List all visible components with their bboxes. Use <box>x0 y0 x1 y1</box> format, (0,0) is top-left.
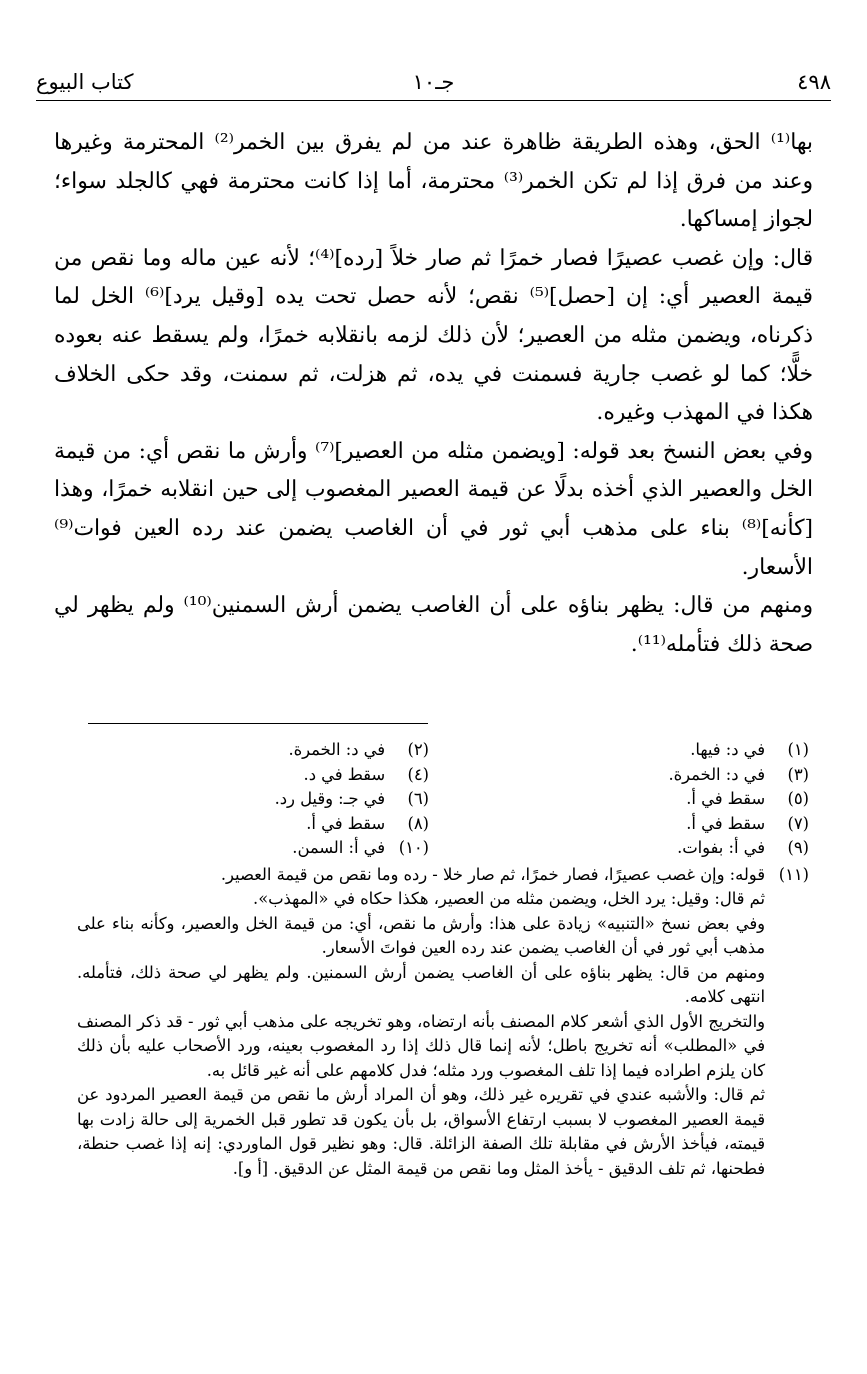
footnote-paragraph: ومنهم من قال: يظهر بناؤه على أن الغاصب يضمن أرش السمنين. ولم يظهر لي صحة ذلك، فتأمله. انتهى كلامه. <box>77 962 765 1006</box>
footnote-text: سقط في د. <box>303 764 385 784</box>
footnote-paragraph: وفي بعض نسخ «التنبيه» زيادة على هذا: وأرش ما نقص، أي: من قيمة الخل والعصير، وكأنه بناء على مذهب أبي ثور في أن الغاصب يضمن عند رده العين فواتَ الأسعار. <box>77 913 765 957</box>
footnotes <box>77 738 809 1181</box>
main-paragraph: وفي بعض النسخ بعد قوله: [ويضمن مثله من العصير]⁽⁷⁾ وأرش ما نقص أي: من قيمة الخل والعصير الذي أخذه بدلًا عن قيمة العصير المغصوب إلى حين انقلابه خمرًا، وهذا [كأنه]⁽⁸⁾ بناء على مذهب أبي ثور في أن الغاصب يضمن عند رده العين فوات⁽⁹⁾ الأسعار. <box>54 438 813 580</box>
footnote-body <box>77 863 765 1182</box>
book-title: كتاب البيوع <box>36 70 134 94</box>
footnote <box>77 787 429 812</box>
footnote-number: (٩) <box>787 838 809 857</box>
footnote-text: سقط في أ. <box>306 813 385 833</box>
footnote-paragraph: ثم قال: والأشبه عندي في تقريره غير ذلك، وهو أن المراد أرش ما نقص من قيمة العصير المردود عن قيمة العصير المغصوب لا بسبب ارتفاع الأسواق، بل بأن يكون قد تطور قبل الخمرية إلى حالة زادت بها قيمته، فيأخذ الأرش في مقابلة تلك الصفة الزائلة. قال: وهو نظير قول الماوردي: إنه إذا غصب حنطة، فطحنها، ثم تلف الدقيق - يأخذ المثل وما نقص من قيمة المثل عن الدقيق. [أ و]. <box>77 1085 765 1178</box>
footnote <box>457 787 809 812</box>
footnote-text: سقط في أ. <box>686 813 765 833</box>
footnote-text: سقط في أ. <box>686 789 765 808</box>
footnote-number: (٦) <box>407 789 429 808</box>
footnote-paragraph: والتخريج الأول الذي أشعر كلام المصنف بأنه ارتضاه، وهو تخريجه على مذهب أبي ثور - قد ذكر المصنف في «المطلب» أنه تخريج باطل؛ لأنه إنما قال ذلك إذا رد المغصوب بعينه، ورد الأصحاب عليه بأن ذلك كان يلزم اطراده فيما إذا تلف المغصوب ورد مثله؛ فدل كلامهم على أنه غير قائل به. <box>77 1011 765 1080</box>
footnote-number: (٤) <box>407 764 429 784</box>
footnote-text: في أ: بفوات. <box>677 838 765 857</box>
footnote-number: (١) <box>787 740 809 759</box>
footnote-grid <box>77 738 809 861</box>
footnote <box>457 738 809 763</box>
footnote <box>77 836 429 861</box>
main-paragraph: ومنهم من قال: يظهر بناؤه على أن الغاصب يضمن أرش السمنين⁽¹⁰⁾ ولم يظهر لي صحة ذلك فتأمله⁽¹¹⁾. <box>54 593 813 657</box>
footnote-paragraph: ثم قال: وقيل: يرد الخل، ويضمن مثله من العصير، هكذا حكاه في «المهذب». <box>253 889 765 908</box>
footnote <box>457 836 809 861</box>
footnote <box>457 763 809 788</box>
footnote-number: (٧) <box>787 813 809 833</box>
footnote-number: (٣) <box>787 764 809 784</box>
footnote <box>77 738 429 763</box>
running-header <box>36 66 831 101</box>
footnote <box>457 812 809 837</box>
footnote-text: في د: الخمرة. <box>288 740 385 759</box>
footnote-number: (١٠) <box>398 838 429 857</box>
volume-label: جـ١٠ <box>412 70 455 94</box>
page-number: ٤٩٨ <box>797 70 831 94</box>
footnote-text: في د: الخمرة. <box>668 764 765 784</box>
footnote-long <box>77 863 809 1182</box>
main-paragraph: قال: وإن غصب عصيرًا فصار خمرًا ثم صار خلاً [رده]⁽⁴⁾؛ لأنه عين ماله وما نقص من قيمة العصير أي: إن [حصل]⁽⁵⁾ نقص؛ لأنه حصل تحت يده [وقيل يرد]⁽⁶⁾ الخل لما ذكرناه، ويضمن مثله من العصير؛ لأن ذلك لزمه بانقلابه خمرًا، ولم يسقط عنه بعوده خلًّا؛ كما لو غصب جارية فسمنت في يده، ثم هزلت، ثم سمنت، وقد حكى الخلاف هكذا في المهذب وغيره. <box>54 245 813 426</box>
footnote-number: (٨) <box>407 813 429 833</box>
main-paragraph: بها⁽¹⁾ الحق، وهذه الطريقة ظاهرة عند من لم يفرق بين الخمر⁽²⁾ المحترمة وغيرها وعند من فرق إذا لم تكن الخمر⁽³⁾ محترمة، أما إذا كانت محترمة فهي كالجلد سواء؛ لجواز إمساكها. <box>54 130 813 233</box>
footnote-text: في د: فيها. <box>690 740 765 759</box>
footnote <box>77 812 429 837</box>
footnote-text: في أ: السمن. <box>292 838 385 857</box>
main-text <box>54 124 813 664</box>
footnote-number: (١١) <box>778 864 809 884</box>
footnote-text: في جـ: وقيل رد. <box>274 789 385 808</box>
footnote-number: (٢) <box>407 740 429 759</box>
footnote <box>77 763 429 788</box>
footnote-separator <box>88 723 428 724</box>
footnote-paragraph: قوله: وإن غصب عصيرًا، فصار خمرًا، ثم صار خلا - رده وما نقص من قيمة العصير. <box>220 864 765 884</box>
footnote-number: (٥) <box>787 789 809 808</box>
